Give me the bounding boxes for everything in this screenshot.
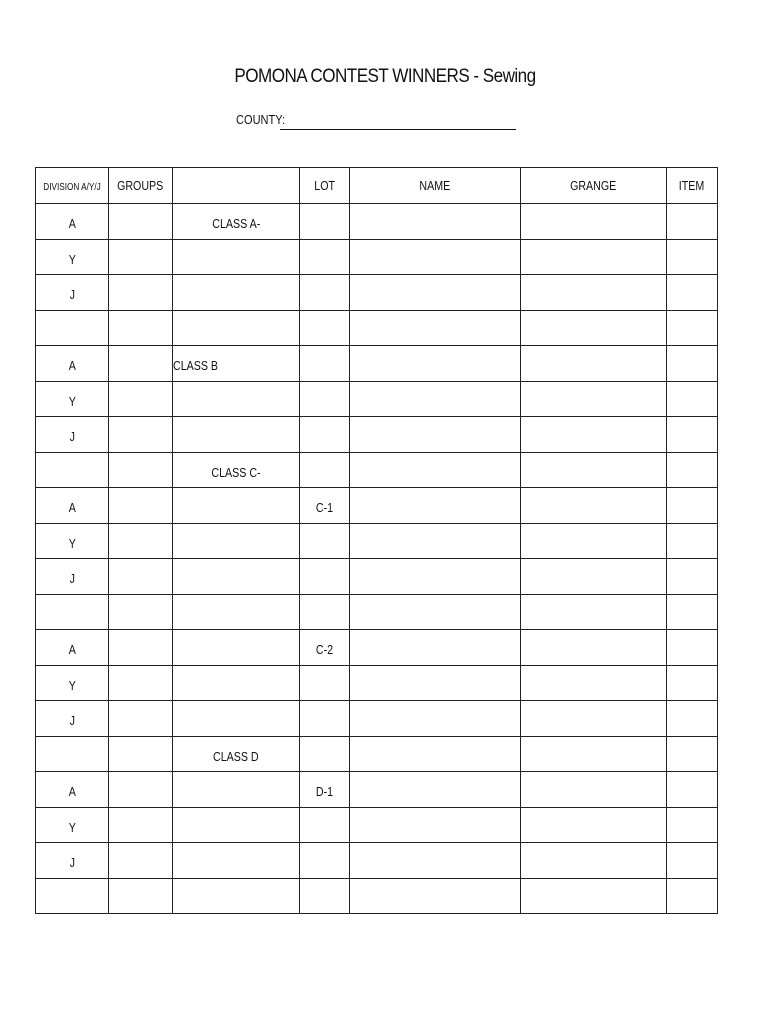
division-cell: J [36, 701, 109, 737]
name-cell[interactable] [350, 772, 521, 808]
class-cell [173, 559, 300, 595]
table-row [36, 772, 718, 808]
division-cell: A [36, 204, 109, 240]
item-cell[interactable] [667, 665, 718, 701]
lot-cell [300, 594, 350, 630]
table-row [36, 275, 718, 311]
groups-cell[interactable] [109, 417, 173, 453]
division-cell [36, 594, 109, 630]
header-name: NAME [350, 168, 521, 204]
grange-cell[interactable] [521, 559, 667, 595]
class-cell [173, 843, 300, 879]
grange-cell[interactable] [521, 523, 667, 559]
division-cell: Y [36, 381, 109, 417]
name-cell[interactable] [350, 736, 521, 772]
lot-cell [300, 275, 350, 311]
groups-cell[interactable] [109, 452, 173, 488]
lot-cell [300, 523, 350, 559]
class-cell [173, 630, 300, 666]
division-cell: J [36, 559, 109, 595]
groups-cell[interactable] [109, 523, 173, 559]
class-cell: CLASS D [173, 736, 300, 772]
groups-cell[interactable] [109, 701, 173, 737]
name-cell[interactable] [350, 878, 521, 914]
class-cell [173, 701, 300, 737]
groups-cell[interactable] [109, 559, 173, 595]
groups-cell[interactable] [109, 665, 173, 701]
winners-table [35, 167, 718, 914]
table-row [36, 559, 718, 595]
grange-cell[interactable] [521, 701, 667, 737]
groups-cell[interactable] [109, 310, 173, 346]
division-cell: J [36, 843, 109, 879]
groups-cell[interactable] [109, 630, 173, 666]
class-cell [173, 417, 300, 453]
table-row [36, 452, 718, 488]
header-grange: GRANGE [521, 168, 667, 204]
grange-cell[interactable] [521, 736, 667, 772]
page-title: POMONA CONTEST WINNERS - Sewing [234, 66, 536, 87]
lot-cell: C-2 [300, 630, 350, 666]
groups-cell[interactable] [109, 736, 173, 772]
item-cell[interactable] [667, 843, 718, 879]
class-cell [173, 310, 300, 346]
groups-cell[interactable] [109, 772, 173, 808]
name-cell[interactable] [350, 275, 521, 311]
item-cell[interactable] [667, 452, 718, 488]
lot-cell [300, 665, 350, 701]
groups-cell[interactable] [109, 807, 173, 843]
grange-cell[interactable] [521, 417, 667, 453]
class-cell [173, 807, 300, 843]
grange-cell[interactable] [521, 488, 667, 524]
division-cell [36, 310, 109, 346]
grange-cell[interactable] [521, 204, 667, 240]
division-cell: A [36, 630, 109, 666]
lot-cell [300, 843, 350, 879]
item-cell[interactable] [667, 736, 718, 772]
class-cell [173, 878, 300, 914]
division-cell: J [36, 417, 109, 453]
grange-cell[interactable] [521, 772, 667, 808]
name-cell[interactable] [350, 346, 521, 382]
table-row [36, 736, 718, 772]
name-cell[interactable] [350, 381, 521, 417]
groups-cell[interactable] [109, 488, 173, 524]
grange-cell[interactable] [521, 630, 667, 666]
grange-cell[interactable] [521, 594, 667, 630]
lot-cell [300, 204, 350, 240]
class-cell [173, 594, 300, 630]
grange-cell[interactable] [521, 310, 667, 346]
table-row [36, 488, 718, 524]
header-class [173, 168, 300, 204]
item-cell[interactable] [667, 381, 718, 417]
table-row [36, 701, 718, 737]
item-cell[interactable] [667, 346, 718, 382]
name-cell[interactable] [350, 204, 521, 240]
name-cell[interactable] [350, 807, 521, 843]
lot-cell [300, 452, 350, 488]
lot-cell [300, 239, 350, 275]
name-cell[interactable] [350, 417, 521, 453]
lot-cell [300, 559, 350, 595]
lot-cell [300, 878, 350, 914]
groups-cell[interactable] [109, 239, 173, 275]
table-row [36, 239, 718, 275]
class-cell [173, 275, 300, 311]
header-row [36, 168, 718, 204]
table-row [36, 346, 718, 382]
item-cell[interactable] [667, 204, 718, 240]
lot-cell [300, 701, 350, 737]
lot-cell [300, 807, 350, 843]
grange-cell[interactable] [521, 346, 667, 382]
grange-cell[interactable] [521, 239, 667, 275]
county-label: COUNTY: [236, 112, 286, 127]
item-cell[interactable] [667, 559, 718, 595]
item-cell[interactable] [667, 275, 718, 311]
division-cell: A [36, 346, 109, 382]
item-cell[interactable] [667, 310, 718, 346]
grange-cell[interactable] [521, 381, 667, 417]
division-cell [36, 736, 109, 772]
grange-cell[interactable] [521, 807, 667, 843]
item-cell[interactable] [667, 807, 718, 843]
table-row [36, 665, 718, 701]
lot-cell [300, 417, 350, 453]
grange-cell[interactable] [521, 275, 667, 311]
table-row [36, 417, 718, 453]
grange-cell[interactable] [521, 878, 667, 914]
lot-cell: D-1 [300, 772, 350, 808]
division-cell: Y [36, 523, 109, 559]
division-cell: A [36, 488, 109, 524]
groups-cell[interactable] [109, 843, 173, 879]
lot-cell [300, 736, 350, 772]
class-cell: CLASS A- [173, 204, 300, 240]
class-cell: CLASS B [173, 346, 300, 382]
county-field-line [280, 129, 516, 130]
name-cell[interactable] [350, 488, 521, 524]
class-cell [173, 523, 300, 559]
lot-cell [300, 381, 350, 417]
division-cell [36, 452, 109, 488]
item-cell[interactable] [667, 772, 718, 808]
header-groups: GROUPS [109, 168, 173, 204]
grange-cell[interactable] [521, 452, 667, 488]
lot-cell: C-1 [300, 488, 350, 524]
table-row [36, 878, 718, 914]
header-lot: LOT [300, 168, 350, 204]
groups-cell[interactable] [109, 381, 173, 417]
groups-cell[interactable] [109, 275, 173, 311]
class-cell [173, 381, 300, 417]
lot-cell [300, 346, 350, 382]
class-cell: CLASS C- [173, 452, 300, 488]
table-row [36, 807, 718, 843]
name-cell[interactable] [350, 665, 521, 701]
item-cell[interactable] [667, 239, 718, 275]
name-cell[interactable] [350, 701, 521, 737]
class-cell [173, 239, 300, 275]
name-cell[interactable] [350, 559, 521, 595]
name-cell[interactable] [350, 594, 521, 630]
table-row [36, 523, 718, 559]
division-cell: J [36, 275, 109, 311]
class-cell [173, 772, 300, 808]
name-cell[interactable] [350, 523, 521, 559]
table-row [36, 630, 718, 666]
item-cell[interactable] [667, 523, 718, 559]
lot-cell [300, 310, 350, 346]
groups-cell[interactable] [109, 594, 173, 630]
division-cell: Y [36, 239, 109, 275]
table-row [36, 204, 718, 240]
table-row [36, 843, 718, 879]
table-row [36, 381, 718, 417]
item-cell[interactable] [667, 488, 718, 524]
groups-cell[interactable] [109, 346, 173, 382]
groups-cell[interactable] [109, 204, 173, 240]
item-cell[interactable] [667, 417, 718, 453]
division-cell: A [36, 772, 109, 808]
name-cell[interactable] [350, 310, 521, 346]
groups-cell[interactable] [109, 878, 173, 914]
header-item: ITEM [667, 168, 718, 204]
division-cell: Y [36, 665, 109, 701]
name-cell[interactable] [350, 239, 521, 275]
division-cell [36, 878, 109, 914]
item-cell[interactable] [667, 630, 718, 666]
table-row [36, 594, 718, 630]
item-cell[interactable] [667, 701, 718, 737]
class-cell [173, 488, 300, 524]
name-cell[interactable] [350, 843, 521, 879]
name-cell[interactable] [350, 452, 521, 488]
header-division: DIVISION A/Y/J [36, 168, 109, 204]
item-cell[interactable] [667, 878, 718, 914]
division-cell: Y [36, 807, 109, 843]
grange-cell[interactable] [521, 665, 667, 701]
grange-cell[interactable] [521, 843, 667, 879]
class-cell [173, 665, 300, 701]
name-cell[interactable] [350, 630, 521, 666]
table-row [36, 310, 718, 346]
item-cell[interactable] [667, 594, 718, 630]
